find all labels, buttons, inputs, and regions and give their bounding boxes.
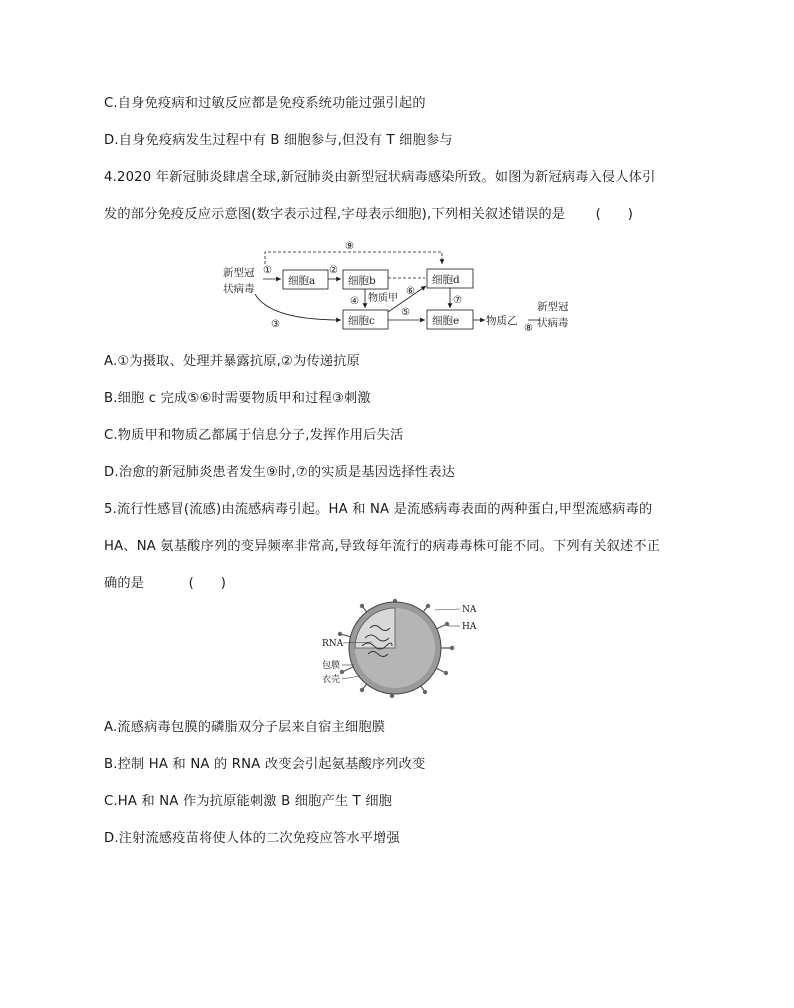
label-rna: RNA — [322, 639, 344, 649]
influenza-virus-figure — [310, 598, 510, 698]
virus-label-line2: 状病毒 — [223, 283, 255, 295]
substance-jia-label: 物质甲 — [368, 293, 398, 304]
q4-answer-blank: ( ) — [595, 207, 634, 222]
q3-option-d: D.自身免疫病发生过程中有 B 细胞参与,但没有 T 细胞参与 — [104, 133, 453, 148]
leader-capsid — [342, 676, 360, 679]
q4-option-d: D.治愈的新冠肺炎患者发生⑨时,⑦的实质是基因选择性表达 — [104, 465, 456, 480]
q3-option-c: C.自身免疫病和过敏反应都是免疫系统功能过强引起的 — [104, 96, 426, 111]
step-5-label: ⑤ — [401, 307, 410, 318]
step-2-label: ② — [329, 265, 338, 276]
dashed-arrow-9 — [265, 252, 442, 264]
q4-stem-line1: 4.2020 年新冠肺炎肆虐全球,新冠肺炎由新型冠状病毒感染所致。如图为新冠病毒入侵人体引 — [104, 170, 656, 185]
leader-na — [435, 609, 460, 610]
step-6-label: ⑥ — [406, 286, 415, 297]
label-na: NA — [462, 605, 477, 615]
step-4-label: ④ — [350, 296, 359, 307]
step-1-label: ① — [263, 265, 272, 276]
q4-option-c: C.物质甲和物质乙都属于信息分子,发挥作用后失活 — [104, 428, 404, 443]
substance-yi-label: 物质乙 — [486, 315, 518, 327]
q5-stem-text: 确的是 — [104, 576, 145, 591]
q4-stem-line2 — [104, 203, 633, 222]
cell-d-label: 细胞d — [432, 274, 460, 286]
cell-b-label: 细胞b — [348, 275, 376, 287]
virus-label-line1: 新型冠 — [223, 267, 255, 279]
cutaway-interior — [355, 608, 395, 648]
step-8-label: ⑧ — [524, 323, 533, 334]
arrow-3 — [255, 294, 341, 320]
q4-option-b: B.细胞 c 完成⑤⑥时需要物质甲和过程③刺激 — [104, 391, 371, 406]
immune-response-diagram — [215, 232, 595, 342]
cell-e-label: 细胞e — [432, 315, 460, 327]
q4-option-a: A.①为摄取、处理并暴露抗原,②为传递抗原 — [104, 354, 361, 369]
q5-stem-line3 — [104, 572, 226, 591]
step-9-label: ⑨ — [345, 241, 354, 252]
label-capsid: 衣壳 — [322, 675, 341, 685]
q5-option-d: D.注射流感疫苗将使人体的二次免疫应答水平增强 — [104, 831, 400, 846]
q5-stem-line1: 5.流行性感冒(流感)由流感病毒引起。HA 和 NA 是流感病毒表面的两种蛋白,甲型流感病毒的 — [104, 502, 653, 517]
label-ha: HA — [462, 622, 477, 632]
q5-stem-line2: HA、NA 氨基酸序列的变异频率非常高,导致每年流行的病毒毒株可能不同。下列有关叙述不正 — [104, 539, 661, 554]
q5-option-b: B.控制 HA 和 NA 的 RNA 改变会引起氨基酸序列改变 — [104, 757, 426, 772]
end-label-line2: 状病毒 — [537, 317, 569, 329]
q5-option-a: A.流感病毒包膜的磷脂双分子层来自宿主细胞膜 — [104, 720, 386, 735]
end-label-line1: 新型冠 — [537, 301, 569, 313]
cell-a-label: 细胞a — [288, 275, 316, 287]
q5-answer-blank: ( ) — [188, 576, 227, 591]
q5-option-c: C.HA 和 NA 作为抗原能刺激 B 细胞产生 T 细胞 — [104, 794, 393, 809]
step-7-label: ⑦ — [453, 295, 462, 306]
q4-stem-text: 发的部分免疫反应示意图(数字表示过程,字母表示细胞),下列相关叙述错误的是 — [104, 207, 566, 222]
step-3-label: ③ — [271, 319, 280, 330]
cell-c-label: 细胞c — [348, 315, 375, 327]
label-envelope: 包膜 — [322, 661, 341, 671]
